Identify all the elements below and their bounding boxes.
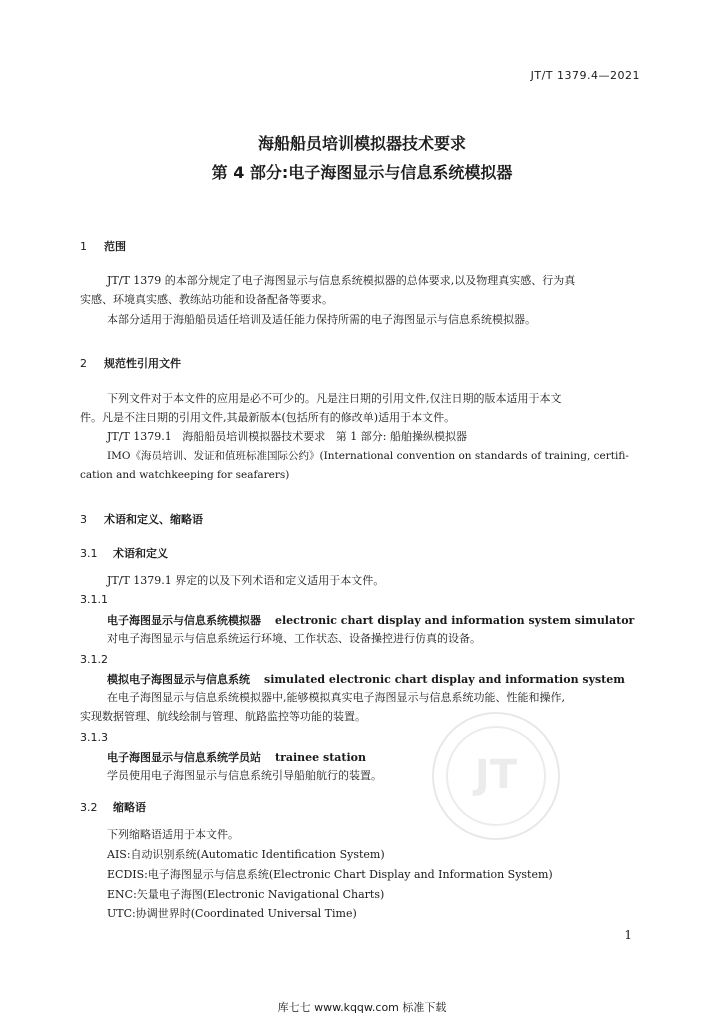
term-entry (107, 671, 625, 687)
normative-reference: IMO《海员培训、发证和值班标准国际公约》(International convention on standards of training, certifi- (107, 450, 629, 462)
term-definition-cont: 实现数据管理、航线绘制与管理、航路监控等功能的装置。 (80, 710, 366, 723)
term-definition: 学员使用电子海图显示与信息系统引导船舶航行的装置。 (107, 769, 382, 782)
term-english: simulated electronic chart display and information system (264, 673, 625, 686)
subsection-number: 3.1 (80, 547, 98, 560)
term-number: 3.1.3 (80, 731, 108, 744)
footer-source: 库七七 www.kqqw.com 标准下载 (277, 1001, 447, 1014)
subsection-title: 术语和定义 (113, 547, 168, 560)
page-number: 1 (624, 928, 632, 942)
section-number: 1 (80, 240, 87, 253)
paragraph: 下列文件对于本文件的应用是必不可少的。凡是注日期的引用文件,仅注日期的版本适用于本文 (107, 392, 562, 405)
subsection-3-1-heading (80, 545, 168, 561)
jt-watermark-seal (432, 712, 560, 840)
paragraph: 件。凡是不注日期的引用文件,其最新版本(包括所有的修改单)适用于本文件。 (80, 411, 456, 424)
document-title: 海船船员培训模拟器技术要求 (257, 134, 466, 153)
normative-reference-cont: cation and watchkeeping for seafarers) (80, 469, 290, 481)
paragraph: JT/T 1379.1 界定的以及下列术语和定义适用于本文件。 (107, 574, 385, 587)
term-english: electronic chart display and information system simulator (275, 614, 635, 627)
section-title: 术语和定义、缩略语 (104, 513, 203, 526)
paragraph: 下列缩略语适用于本文件。 (107, 828, 239, 841)
term-chinese: 电子海图显示与信息系统模拟器 (107, 614, 261, 627)
term-entry (107, 612, 634, 628)
section-title: 规范性引用文件 (104, 357, 181, 370)
term-entry (107, 749, 366, 765)
term-english: trainee station (275, 751, 367, 764)
abbreviation-item: ECDIS:电子海图显示与信息系统(Electronic Chart Display and Information System) (107, 868, 553, 881)
section-number: 3 (80, 513, 87, 526)
term-number: 3.1.2 (80, 653, 108, 666)
section-1-heading (80, 238, 126, 254)
section-title: 范围 (104, 240, 126, 253)
paragraph: 本部分适用于海船船员适任培训及适任能力保持所需的电子海图显示与信息系统模拟器。 (107, 313, 536, 326)
subsection-3-2-heading (80, 799, 146, 815)
term-chinese: 电子海图显示与信息系统学员站 (107, 751, 261, 764)
section-3-heading (80, 511, 203, 527)
abbreviation-item: ENC:矢量电子海图(Electronic Navigational Charts) (107, 888, 385, 901)
term-definition: 在电子海图显示与信息系统模拟器中,能够模拟真实电子海图显示与信息系统功能、性能和操作, (107, 691, 565, 704)
document-subtitle: 第 4 部分:电子海图显示与信息系统模拟器 (211, 163, 513, 182)
paragraph: JT/T 1379 的本部分规定了电子海图显示与信息系统模拟器的总体要求,以及物理真实感、行为真 (107, 274, 576, 287)
term-number: 3.1.1 (80, 593, 108, 606)
normative-reference: JT/T 1379.1 海船船员培训模拟器技术要求 第 1 部分: 船舶操纵模拟器 (107, 430, 467, 443)
term-definition: 对电子海图显示与信息系统运行环境、工作状态、设备操控进行仿真的设备。 (107, 632, 481, 645)
paragraph: 实感、环境真实感、教练站功能和设备配备等要求。 (80, 293, 333, 306)
abbreviation-item: UTC:协调世界时(Coordinated Universal Time) (107, 907, 357, 920)
section-number: 2 (80, 357, 87, 370)
section-2-heading (80, 355, 181, 371)
watermark-text: JT (474, 752, 518, 798)
term-chinese: 模拟电子海图显示与信息系统 (107, 673, 250, 686)
subsection-number: 3.2 (80, 801, 98, 814)
standard-code: JT/T 1379.4—2021 (530, 69, 640, 82)
subsection-title: 缩略语 (113, 801, 146, 814)
abbreviation-item: AIS:自动识别系统(Automatic Identification System) (107, 848, 385, 861)
